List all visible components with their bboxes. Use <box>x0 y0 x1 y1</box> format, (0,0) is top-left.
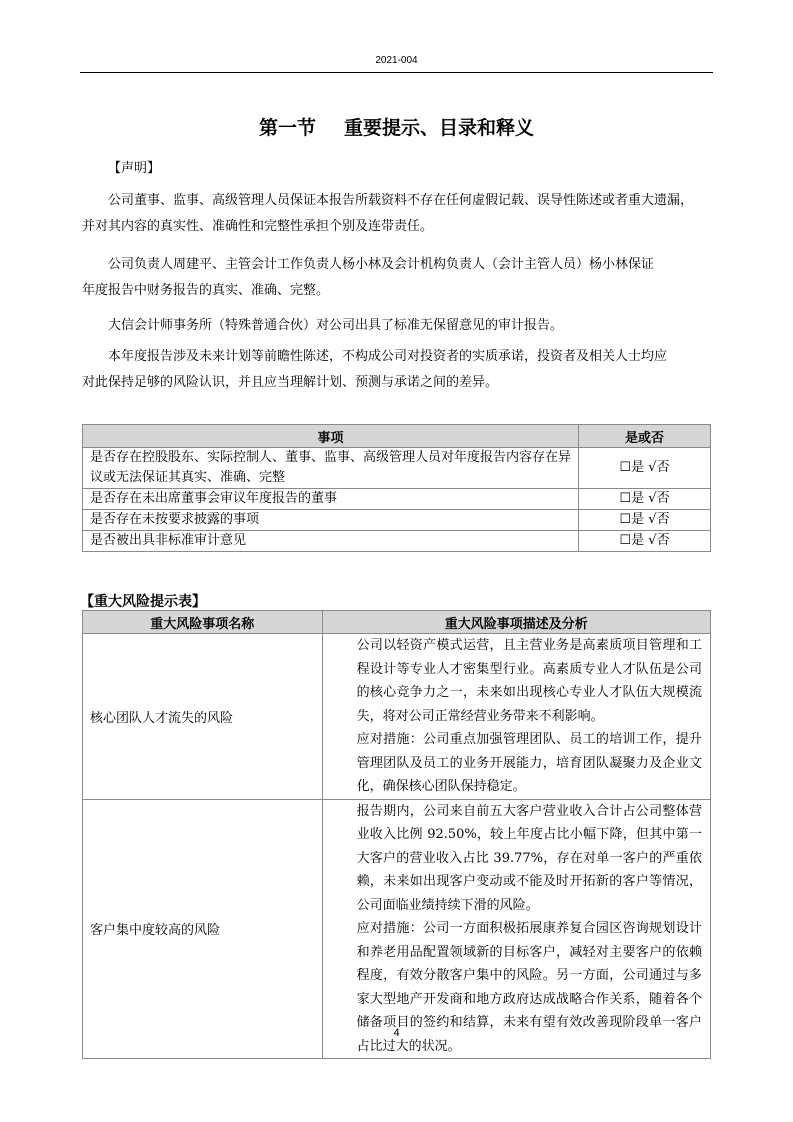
table-row <box>83 489 711 510</box>
section-number: 第一节 <box>258 117 316 139</box>
risk-name: 客户集中度较高的风险 <box>83 799 323 1059</box>
matters-header-answer: 是或否 <box>579 425 711 448</box>
risk-table <box>82 610 711 1059</box>
matter-answer: ☐是 √否 <box>579 448 711 489</box>
page-number: 4 <box>393 1027 400 1039</box>
declaration-paragraph-1: 公司董事、监事、高级管理人员保证本报告所载资料不存在任何虚假记载、误导性陈述或者重大遗漏， 并对其内容的真实性、准确性和完整性承担个别及连带责任。 <box>82 193 694 234</box>
matters-header-item: 事项 <box>83 425 579 448</box>
section-title <box>0 113 793 140</box>
matter-item: 是否被出具非标准审计意见 <box>83 531 579 552</box>
risk-description <box>322 799 710 1059</box>
matter-answer: ☐是 √否 <box>579 510 711 531</box>
table-row <box>83 799 711 1059</box>
table-row <box>83 634 711 800</box>
risk-name: 核心团队人才流失的风险 <box>83 634 323 800</box>
risk-measure: 应对措施：公司重点加强管理团队、员工的培训工作，提升管理团队及员工的业务开展能力，培育团队凝聚力及企业文化，确保核心团队保持稳定。 <box>356 732 702 794</box>
matter-item: 是否存在未按要求披露的事项 <box>83 510 579 531</box>
matter-item: 是否存在未出席董事会审议年度报告的董事 <box>83 489 579 510</box>
matters-table <box>82 424 711 552</box>
matter-item: 是否存在控股股东、实际控制人、董事、监事、高级管理人员对年度报告内容存在异议或无法保证其真实、准确、完整 <box>83 448 579 489</box>
risk-analysis: 公司以轻资产模式运营，且主营业务是高素质项目管理和工程设计等专业人才密集型行业。高素质专业人才队伍是公司的核心竞争力之一，未来如出现核心专业人才队伍大规模流失，将对公司正常经营业务带来不利影响。 <box>356 638 702 724</box>
risk-description <box>322 634 710 800</box>
header-rule <box>80 72 713 73</box>
table-row <box>83 510 711 531</box>
declaration-paragraph-4: 本年度报告涉及未来计划等前瞻性陈述，不构成公司对投资者的实质承诺，投资者及相关人士均应 对此保持足够的风险认识，并且应当理解计划、预测与承诺之间的差异。 <box>82 349 668 390</box>
risk-measure: 应对措施：公司一方面积极拓展康养复合园区咨询规划设计和养老用品配置领域新的目标客户，减轻对主要客户的依赖程度，有效分散客户集中的风险。另一方面，公司通过与多家大型地产开发商和地方政府达成战略合作关系，随着各个储备项目的签约和结算，未来有望有效改善现阶段单一客户占比过大的状况。 <box>356 921 702 1054</box>
declaration-label: 【声明】 <box>108 161 161 176</box>
declaration-paragraph-3: 大信会计师事务所（特殊普通合伙）对公司出具了标准无保留意见的审计报告。 <box>108 318 564 333</box>
matter-answer: ☐是 √否 <box>579 531 711 552</box>
declaration-paragraph-2: 公司负责人周建平、主管会计工作负责人杨小林及会计机构负责人（会计主管人员）杨小林保证 年度报告中财务报告的真实、准确、完整。 <box>82 257 655 298</box>
risk-header-desc: 重大风险事项描述及分析 <box>322 611 710 634</box>
table-row <box>83 448 711 489</box>
risk-analysis: 报告期内，公司来自前五大客户营业收入合计占公司整体营业收入比例 92.50%，较上年度占比小幅下降，但其中第一大客户的营业收入占比 39.77%，存在对单一客户的严重依赖，未来如出现客户变动或不能及时开拓新的客户等情况，公司面临业绩持续下滑的风险。 <box>356 803 702 913</box>
section-heading: 重要提示、目录和释义 <box>344 117 535 139</box>
risk-table-title: 【重大风险提示表】 <box>80 594 206 610</box>
table-row <box>83 531 711 552</box>
matter-answer: ☐是 √否 <box>579 489 711 510</box>
document-code: 2021-004 <box>375 55 418 66</box>
risk-header-name: 重大风险事项名称 <box>83 611 323 634</box>
